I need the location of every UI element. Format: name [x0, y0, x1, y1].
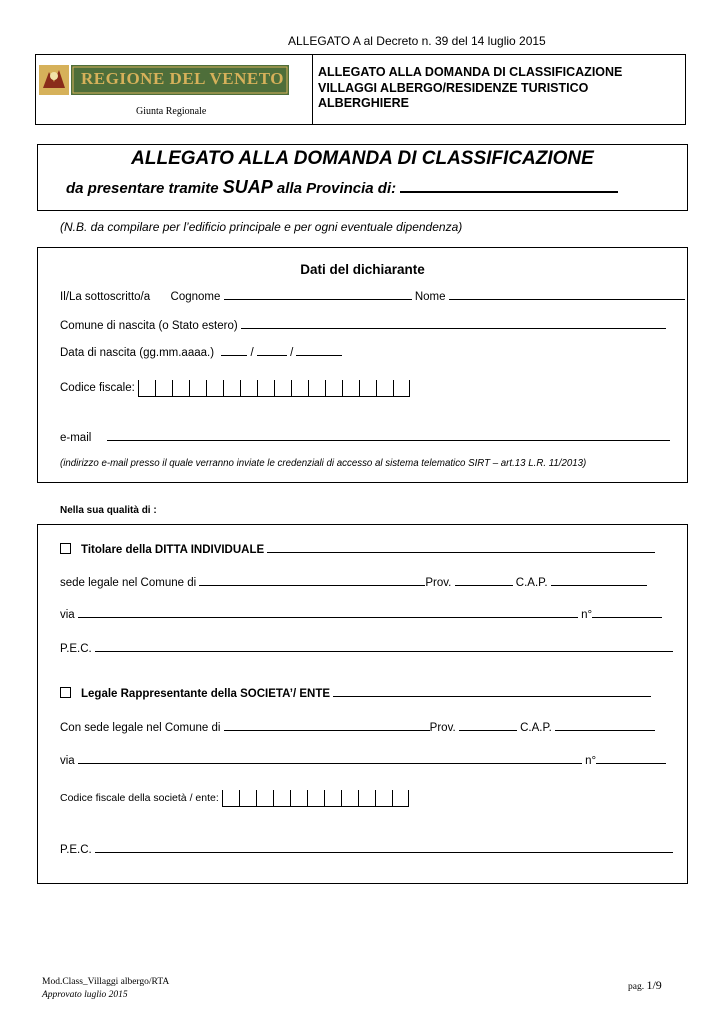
slash: /: [250, 347, 254, 359]
logo-text: REGIONE DEL VENETO: [81, 69, 284, 88]
label-cognome: Cognome: [170, 291, 221, 303]
label-pec: P.E.C.: [60, 844, 92, 856]
comune-nascita-field[interactable]: [241, 317, 666, 329]
nome-field[interactable]: [449, 288, 685, 300]
cap-field[interactable]: [555, 719, 655, 731]
page-label: pag.: [628, 982, 647, 992]
label-sottoscritto: Il/La sottoscritto/a: [60, 291, 151, 303]
titolare-checkbox[interactable]: [60, 543, 71, 554]
row-legale: [60, 685, 651, 700]
label-numero: n°: [581, 609, 593, 621]
slash: /: [290, 347, 294, 359]
label-prov: Prov.: [425, 577, 452, 589]
row-titolare: [60, 541, 655, 556]
row-codice-fiscale: [60, 380, 410, 397]
label-codice-fiscale: Codice fiscale:: [60, 382, 135, 394]
label-titolare: Titolare della DITTA INDIVIDUALE: [81, 544, 265, 556]
row-legale-cf: [60, 790, 409, 807]
label-comune-nascita: Comune di nascita (o Stato estero): [60, 320, 238, 332]
ditta-field[interactable]: [267, 541, 655, 553]
email-note: (indirizzo e-mail presso il quale verranno inviate le credenziali di accesso al sistema telematico SIRT – art.13 L.R. 11/2013): [60, 458, 587, 469]
label-legale: Legale Rappresentante della SOCIETA’/ ENTE: [81, 688, 331, 700]
pec-field[interactable]: [95, 640, 673, 652]
via-field[interactable]: [78, 606, 578, 618]
row-titolare-via: [60, 606, 662, 621]
dichiarante-heading: Dati del dichiarante: [300, 262, 425, 277]
dichiarante-box: [37, 247, 688, 483]
footer-approvato: Approvato luglio 2015: [42, 990, 128, 1000]
qualita-box: [37, 524, 688, 884]
row-email: [60, 429, 670, 444]
row-nominativo: [60, 288, 685, 303]
page-number: [628, 976, 662, 994]
label-prov: Prov.: [429, 722, 456, 734]
cf-societa-field[interactable]: [222, 790, 409, 807]
footer-mod: Mod.Class_Villaggi albergo/RTA: [42, 977, 170, 987]
cap-field[interactable]: [551, 574, 647, 586]
numero-field[interactable]: [592, 606, 662, 618]
header-title-line: VILLAGGI ALBERGO/RESIDENZE TURISTICO: [318, 80, 589, 95]
societa-field[interactable]: [333, 685, 651, 697]
label-via: via: [60, 609, 75, 621]
numero-field[interactable]: [596, 752, 666, 764]
year-field[interactable]: [296, 344, 342, 356]
via-field[interactable]: [78, 752, 582, 764]
comune-sede-field[interactable]: [199, 574, 425, 586]
prov-field[interactable]: [459, 719, 517, 731]
label-via: via: [60, 755, 75, 767]
provincia-field[interactable]: [400, 180, 618, 193]
row-titolare-pec: [60, 640, 673, 655]
subtitle-suap: SUAP: [222, 177, 273, 197]
label-sede: Con sede legale nel Comune di: [60, 722, 221, 734]
main-title: ALLEGATO ALLA DOMANDA DI CLASSIFICAZIONE: [131, 148, 594, 169]
label-nome: Nome: [414, 291, 446, 303]
qualita-label: Nella sua qualità di :: [60, 505, 157, 516]
regione-veneto-logo: [39, 64, 291, 96]
prov-field[interactable]: [455, 574, 513, 586]
row-legale-via: [60, 752, 666, 767]
subtitle-part: da presentare tramite: [66, 180, 223, 197]
row-legale-pec: [60, 841, 673, 856]
row-legale-sede: [60, 719, 655, 734]
header-title-line: ALLEGATO ALLA DOMANDA DI CLASSIFICAZIONE: [318, 65, 623, 79]
label-cf-societa: Codice fiscale della società / ente:: [60, 792, 219, 804]
row-data-nascita: [60, 344, 342, 359]
title-box: [37, 144, 688, 211]
label-pec: P.E.C.: [60, 643, 92, 655]
pec-field[interactable]: [95, 841, 673, 853]
giunta-regionale: Giunta Regionale: [136, 106, 207, 117]
label-sede: sede legale nel Comune di: [60, 577, 197, 589]
header-title-line: ALBERGHIERE: [318, 96, 409, 110]
email-field[interactable]: [107, 429, 670, 441]
cognome-field[interactable]: [224, 288, 412, 300]
label-email: e-mail: [60, 432, 92, 444]
row-titolare-sede: [60, 574, 647, 589]
page-num: 1/9: [646, 978, 662, 992]
decree-reference: ALLEGATO A al Decreto n. 39 del 14 luglio 2015: [288, 34, 546, 48]
header-title: [318, 65, 622, 112]
codice-fiscale-field[interactable]: [138, 380, 410, 397]
subtitle: [66, 177, 618, 198]
comune-sede-field[interactable]: [224, 719, 430, 731]
day-field[interactable]: [221, 344, 247, 356]
header-table: [35, 54, 686, 125]
month-field[interactable]: [257, 344, 287, 356]
label-data-nascita: Data di nascita (gg.mm.aaaa.): [60, 347, 215, 359]
label-cap: C.A.P.: [515, 577, 548, 589]
label-cap: C.A.P.: [520, 722, 552, 734]
subtitle-part: alla Provincia di:: [272, 180, 401, 197]
legale-checkbox[interactable]: [60, 687, 71, 698]
nb-note: (N.B. da compilare per l’edificio principale e per ogni eventuale dipendenza): [60, 220, 463, 234]
label-numero: n°: [585, 755, 597, 767]
row-comune-nascita: [60, 317, 666, 332]
